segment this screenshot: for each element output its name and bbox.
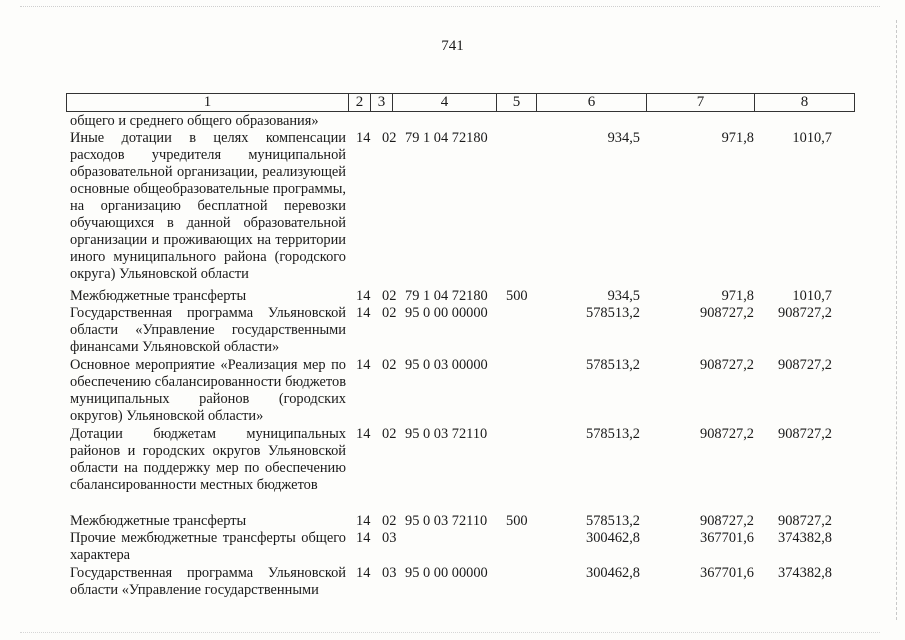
row-value-col8: 374382,8: [778, 530, 832, 546]
scan-edge-bottom: [20, 632, 880, 633]
row-value-col7: 971,8: [721, 288, 754, 304]
row-subsection: 02: [382, 305, 397, 321]
header-col-1: 1: [67, 94, 349, 112]
row-value-col8: 1010,7: [792, 130, 832, 146]
row-value-col8: 908727,2: [778, 357, 832, 373]
scan-edge-right: [896, 20, 897, 620]
row-value-col7: 908727,2: [700, 513, 754, 529]
row-value-col8: 1010,7: [792, 288, 832, 304]
header-col-2: 2: [349, 94, 371, 112]
row-subsection: 02: [382, 288, 397, 304]
header-col-5: 5: [497, 94, 537, 112]
row-value-col6: 300462,8: [586, 530, 640, 546]
row-target-code: 95 0 03 00000: [405, 357, 488, 373]
row-description: Основное мероприятие «Реализация мер по обеспечению сбалансированности бюджетов муниципальных районов (городских округов) Ульяновской области»: [70, 357, 346, 424]
header-col-6: 6: [537, 94, 647, 112]
row-section: 14: [356, 565, 371, 581]
row-value-col7: 971,8: [721, 130, 754, 146]
header-col-7: 7: [647, 94, 755, 112]
column-header-row: [66, 93, 855, 112]
row-value-col6: 578513,2: [586, 357, 640, 373]
row-expense-type: 500: [506, 288, 528, 304]
row-value-col7: 908727,2: [700, 357, 754, 373]
row-target-code: 95 0 00 00000: [405, 565, 488, 581]
row-section: 14: [356, 305, 371, 321]
row-target-code: 95 0 03 72110: [405, 513, 488, 529]
row-section: 14: [356, 426, 371, 442]
row-section: 14: [356, 130, 371, 146]
row-subsection: 02: [382, 130, 397, 146]
row-section: 14: [356, 513, 371, 529]
row-value-col7: 367701,6: [700, 565, 754, 581]
row-description: Прочие межбюджетные трансферты общего характера: [70, 530, 346, 563]
row-subsection: 02: [382, 357, 397, 373]
page-number: 741: [441, 38, 464, 54]
row-value-col6: 578513,2: [586, 305, 640, 321]
header-col-4: 4: [393, 94, 497, 112]
row-target-code: 79 1 04 72180: [405, 288, 488, 304]
row-description: Государственная программа Ульяновской области «Управление государственными: [70, 565, 346, 598]
row-subsection: 02: [382, 426, 397, 442]
row-description: Иные дотации в целях компенсации расходов учредителя муниципальной образовательной организации, реализующей основные общеобразовательные программы, на организацию бесплатной перевозки обучающихся в данной образовательной организации и проживающих на территории иного муниципального района (городского округа) Ульяновской области: [70, 130, 346, 282]
row-section: 14: [356, 288, 371, 304]
row-value-col6: 934,5: [607, 130, 640, 146]
row-description: общего и среднего общего образования»: [70, 113, 319, 129]
row-value-col8: 908727,2: [778, 305, 832, 321]
row-description: Дотации бюджетам муниципальных районов и городских округов Ульяновской области на поддержку мер по обеспечению сбалансированности местных бюджетов: [70, 426, 346, 493]
row-value-col7: 367701,6: [700, 530, 754, 546]
row-value-col6: 578513,2: [586, 426, 640, 442]
row-description: Государственная программа Ульяновской области «Управление государственными финансами Ульяновской области»: [70, 305, 346, 355]
row-description: Межбюджетные трансферты: [70, 288, 247, 304]
row-value-col8: 374382,8: [778, 565, 832, 581]
header-col-3: 3: [371, 94, 393, 112]
row-value-col6: 934,5: [607, 288, 640, 304]
row-section: 14: [356, 357, 371, 373]
row-subsection: 03: [382, 565, 397, 581]
row-expense-type: 500: [506, 513, 528, 529]
row-value-col6: 578513,2: [586, 513, 640, 529]
row-target-code: 79 1 04 72180: [405, 130, 488, 146]
row-value-col8: 908727,2: [778, 513, 832, 529]
row-section: 14: [356, 530, 371, 546]
row-value-col6: 300462,8: [586, 565, 640, 581]
row-value-col8: 908727,2: [778, 426, 832, 442]
header-col-8: 8: [755, 94, 855, 112]
row-target-code: 95 0 03 72110: [405, 426, 488, 442]
row-value-col7: 908727,2: [700, 305, 754, 321]
row-subsection: 02: [382, 513, 397, 529]
row-subsection: 03: [382, 530, 397, 546]
scan-edge-top: [20, 6, 880, 7]
row-target-code: 95 0 00 00000: [405, 305, 488, 321]
row-value-col7: 908727,2: [700, 426, 754, 442]
row-description: Межбюджетные трансферты: [70, 513, 247, 529]
